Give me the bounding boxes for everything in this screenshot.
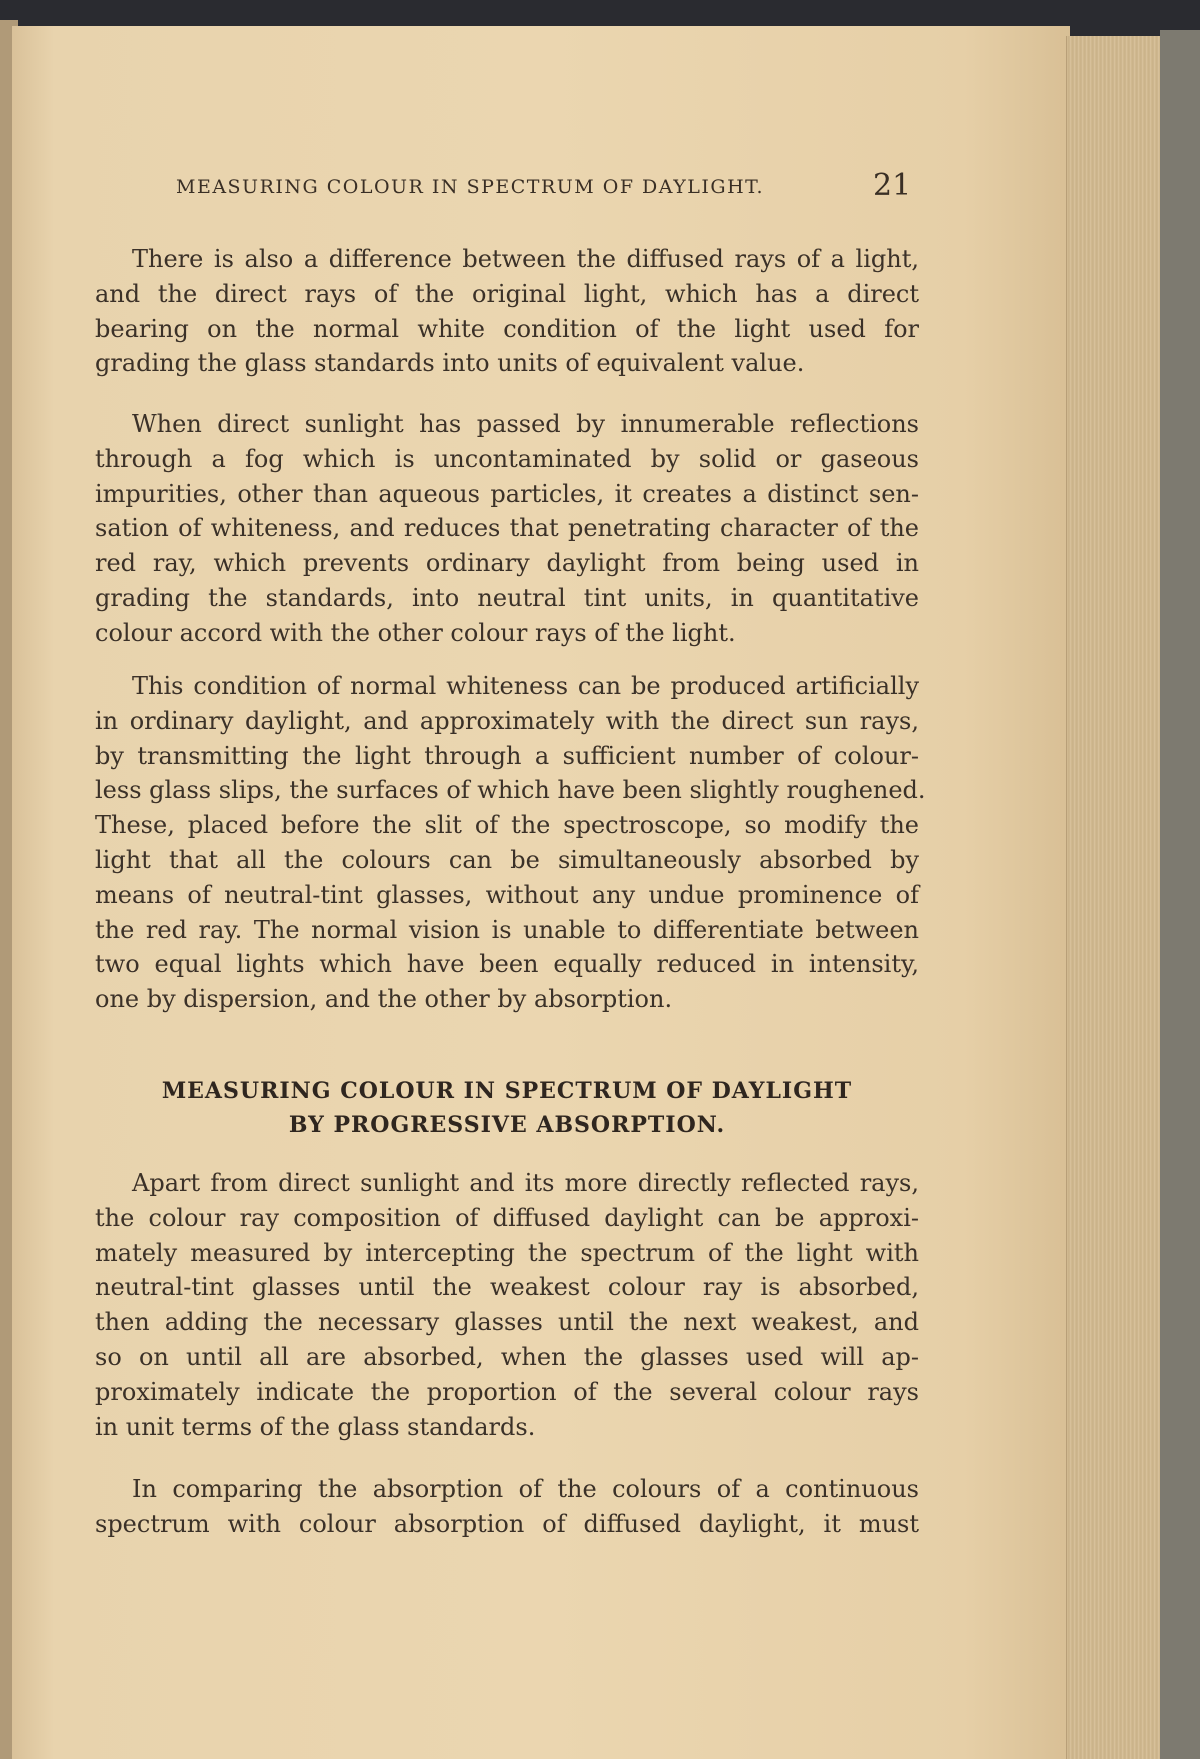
text-line: then adding the necessary glasses until the next weakest, and — [95, 1308, 919, 1337]
text-line: mately measured by intercepting the spectrum of the light with — [95, 1238, 919, 1267]
text-line: colour accord with the other colour rays of the light. — [95, 618, 736, 647]
section-heading-line: BY PROGRESSIVE ABSORPTION. — [288, 1112, 726, 1138]
text-line: the colour ray composition of diffused daylight can be approxi- — [95, 1203, 919, 1232]
text-line: red ray, which prevents ordinary daylight from being used in — [95, 549, 919, 578]
text-line: and the direct rays of the original light, which has a direct — [95, 279, 919, 308]
text-line: This condition of normal whiteness can be produced artificially — [132, 672, 919, 700]
section-heading — [95, 1074, 919, 1142]
text-line: grading the standards, into neutral tint units, in quantitative — [95, 583, 919, 612]
text-line: light that all the colours can be simultaneously absorbed by — [95, 845, 919, 874]
text-line: neutral-tint glasses until the weakest colour ray is absorbed, — [95, 1273, 919, 1302]
paragraph — [95, 407, 919, 651]
text-line: the red ray. The normal vision is unable to differentiate between — [95, 915, 919, 944]
text-line: impurities, other than aqueous particles, it creates a distinct sen- — [95, 479, 919, 508]
text-line: two equal lights which have been equally reduced in intensity, — [95, 950, 919, 979]
text-line: means of neutral-tint glasses, without any undue prominence of — [95, 880, 919, 909]
text-line: Apart from direct sunlight and its more directly reflected rays, — [132, 1169, 919, 1197]
text-line: one by dispersion, and the other by absorption. — [95, 985, 673, 1014]
text-line: less glass slips, the surfaces of which have been slightly roughened. — [95, 776, 926, 805]
text-line: In comparing the absorption of the colours of a continuous — [132, 1475, 919, 1503]
text-line: by transmitting the light through a sufficient number of colour- — [95, 741, 919, 770]
text-line: through a fog which is uncontaminated by solid or gaseous — [95, 444, 919, 473]
text-line: spectrum with colour absorption of diffused daylight, it must — [95, 1509, 919, 1538]
paragraph — [95, 242, 919, 381]
text-line: When direct sunlight has passed by innumerable reflections — [132, 410, 919, 438]
paragraph — [95, 669, 926, 1017]
page-number: 21 — [873, 168, 912, 203]
text-line: grading the glass standards into units of equivalent value. — [95, 349, 805, 378]
text-line: bearing on the normal white condition of the light used for — [95, 314, 919, 343]
text-line: sation of whiteness, and reduces that penetrating character of the — [95, 514, 919, 543]
page-edges — [1066, 36, 1165, 1759]
text-line: in unit terms of the glass standards. — [95, 1412, 536, 1441]
text-line: proximately indicate the proportion of the several colour rays — [95, 1377, 919, 1406]
text-line: in ordinary daylight, and approximately with the direct sun rays, — [95, 706, 919, 735]
section-heading-line: MEASURING COLOUR IN SPECTRUM OF DAYLIGHT — [161, 1078, 853, 1104]
text-line: There is also a difference between the diffused rays of a light, — [132, 245, 919, 273]
book-cover-right — [1160, 30, 1200, 1759]
paragraph — [95, 1166, 919, 1444]
text-line: so on until all are absorbed, when the glasses used will ap- — [95, 1342, 919, 1371]
paragraph — [95, 1472, 919, 1542]
text-line: These, placed before the slit of the spectroscope, so modify the — [95, 811, 919, 840]
running-header: MEASURING COLOUR IN SPECTRUM OF DAYLIGHT. — [176, 176, 765, 198]
